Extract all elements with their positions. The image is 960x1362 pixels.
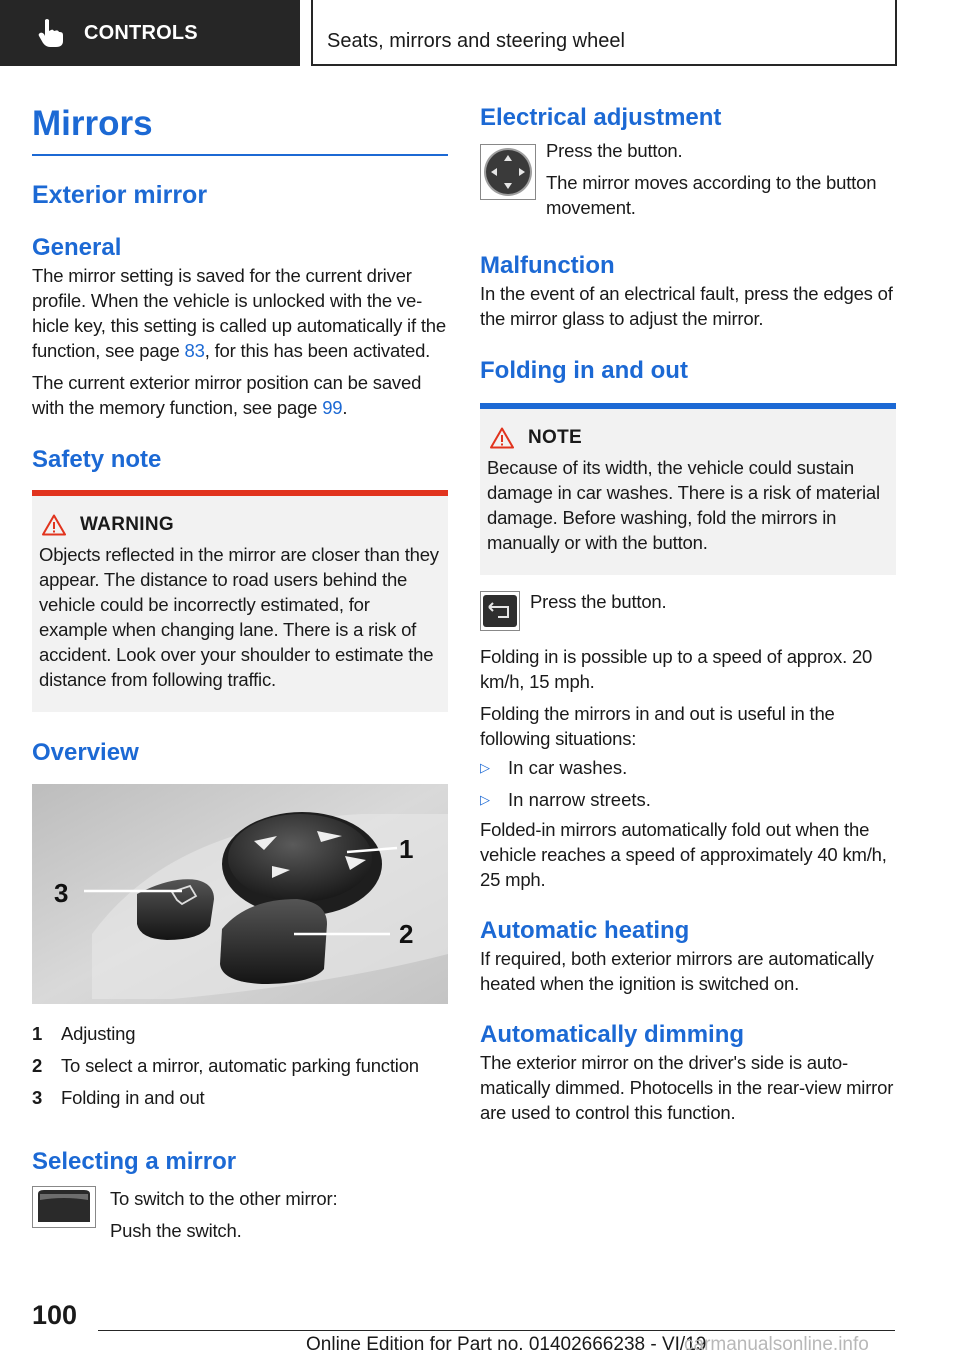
category-tab — [0, 0, 300, 66]
general-paragraph-1: The mirror setting is saved for the current driver profile. When the vehicle is unlocked with the vehicle key, this setting is called up automatically if the function, see page 83, for this has been activated. — [32, 265, 446, 361]
safety-note-heading: Safety note — [32, 446, 162, 473]
automatic-heating-heading: Automatic heating — [480, 917, 690, 944]
page-link-99[interactable]: 99 — [322, 397, 343, 418]
page-header — [0, 0, 960, 66]
folding-text-2: Folding the mirrors in and out is useful in the following situations: — [480, 703, 835, 749]
general-heading: General — [32, 234, 122, 261]
callout-3: 3 — [54, 878, 69, 908]
watermark: carmanualsonline.info — [684, 1334, 869, 1355]
folding-press-text: Press the button. — [530, 591, 667, 612]
note-label: NOTE — [487, 427, 888, 449]
category-label: CONTROLS — [84, 21, 198, 44]
malfunction-text: In the event of an electrical fault, press the edges of the mirror glass to adjust the mirror. — [480, 283, 893, 329]
selecting-mirror-heading: Selecting a mirror — [32, 1148, 237, 1175]
note-box — [480, 403, 896, 575]
automatic-heating-text: If required, both exterior mirrors are automatically heated when the ignition is switched on. — [480, 948, 874, 994]
folding-text-3: Folded-in mirrors automatically fold out when the vehicle reaches a speed of approximately 40 km/h, 25 mph. — [480, 819, 887, 890]
footer-rule — [98, 1330, 895, 1331]
mirror-switch-illustration — [32, 784, 448, 1004]
automatic-dimming-heading: Automatically dimming — [480, 1021, 745, 1048]
callout-2: 2 — [399, 919, 414, 949]
legend-item: 1 Adjusting — [32, 1023, 136, 1044]
situations-list — [480, 752, 896, 816]
hand-pointer-icon — [38, 18, 64, 48]
overview-heading: Overview — [32, 739, 139, 766]
selecting-mirror-text-1: To switch to the other mirror: — [110, 1188, 338, 1209]
automatic-dimming-text: The exterior mirror on the driver's side is automatically dimmed. Photocells in the rear-view mirror are used to control this function. — [480, 1052, 894, 1123]
mirror-controls-photo — [32, 784, 448, 1004]
left-column — [32, 96, 448, 1243]
electrical-text-2: The mirror moves according to the button movement. — [546, 172, 877, 218]
folding-button-row — [480, 591, 896, 631]
right-column — [480, 96, 896, 1125]
warning-label: WARNING — [39, 514, 440, 536]
mirror-adjust-knob-icon — [480, 144, 536, 200]
callout-1: 1 — [399, 834, 414, 864]
section-tab — [311, 0, 897, 66]
page-number: 100 — [32, 1300, 78, 1330]
legend-item: 3 Folding in and out — [32, 1087, 205, 1108]
warning-text: Objects reflected in the mirror are closer than they appear. The distance to road users behind the vehicle could be incorrectly estimated, for example when changing lane. There is a risk of accident. Look over your shoulder to estimate the distance from following traffic. — [39, 544, 439, 690]
exterior-mirror-heading: Exterior mirror — [32, 181, 208, 209]
folding-text-1: Folding in is possible up to a speed of approx. 20 km/h, 15 mph. — [480, 646, 873, 692]
page-link-83[interactable]: 83 — [184, 340, 205, 361]
section-title: Seats, mirrors and steering wheel — [327, 30, 625, 52]
fold-mirror-button-icon — [480, 591, 520, 631]
electrical-adjustment-row — [480, 140, 896, 220]
note-text: Because of its width, the vehicle could sustain damage in car washes. There is a risk of material damage. Before washing, fold the mirrors in manually or with the button. — [487, 457, 880, 553]
list-item: ▷ In car washes. — [480, 752, 896, 784]
malfunction-heading: Malfunction — [480, 252, 615, 279]
general-paragraph-2: The current exterior mirror position can be saved with the memory function, see page 99. — [32, 372, 422, 418]
selecting-mirror-row — [32, 1186, 448, 1243]
folding-heading: Folding in and out — [480, 357, 688, 384]
electrical-text-1: Press the button. — [546, 140, 683, 161]
list-item: ▷ In narrow streets. — [480, 784, 896, 816]
selecting-mirror-text-2: Push the switch. — [110, 1220, 242, 1241]
bullet-triangle-icon: ▷ — [480, 760, 490, 775]
title-rule — [32, 154, 448, 156]
mirror-select-switch-icon — [32, 1186, 96, 1228]
electrical-adjustment-heading: Electrical adjustment — [480, 104, 722, 131]
warning-triangle-icon — [490, 427, 514, 449]
page-title: Mirrors — [32, 104, 153, 143]
warning-triangle-icon — [42, 514, 66, 536]
legend-item: 2 To select a mirror, automatic parking function — [32, 1055, 419, 1076]
overview-legend — [32, 1018, 448, 1114]
warning-box — [32, 490, 448, 712]
edition-text: Online Edition for Part no. 01402666238 - VI/19 — [306, 1334, 707, 1355]
bullet-triangle-icon: ▷ — [480, 792, 490, 807]
